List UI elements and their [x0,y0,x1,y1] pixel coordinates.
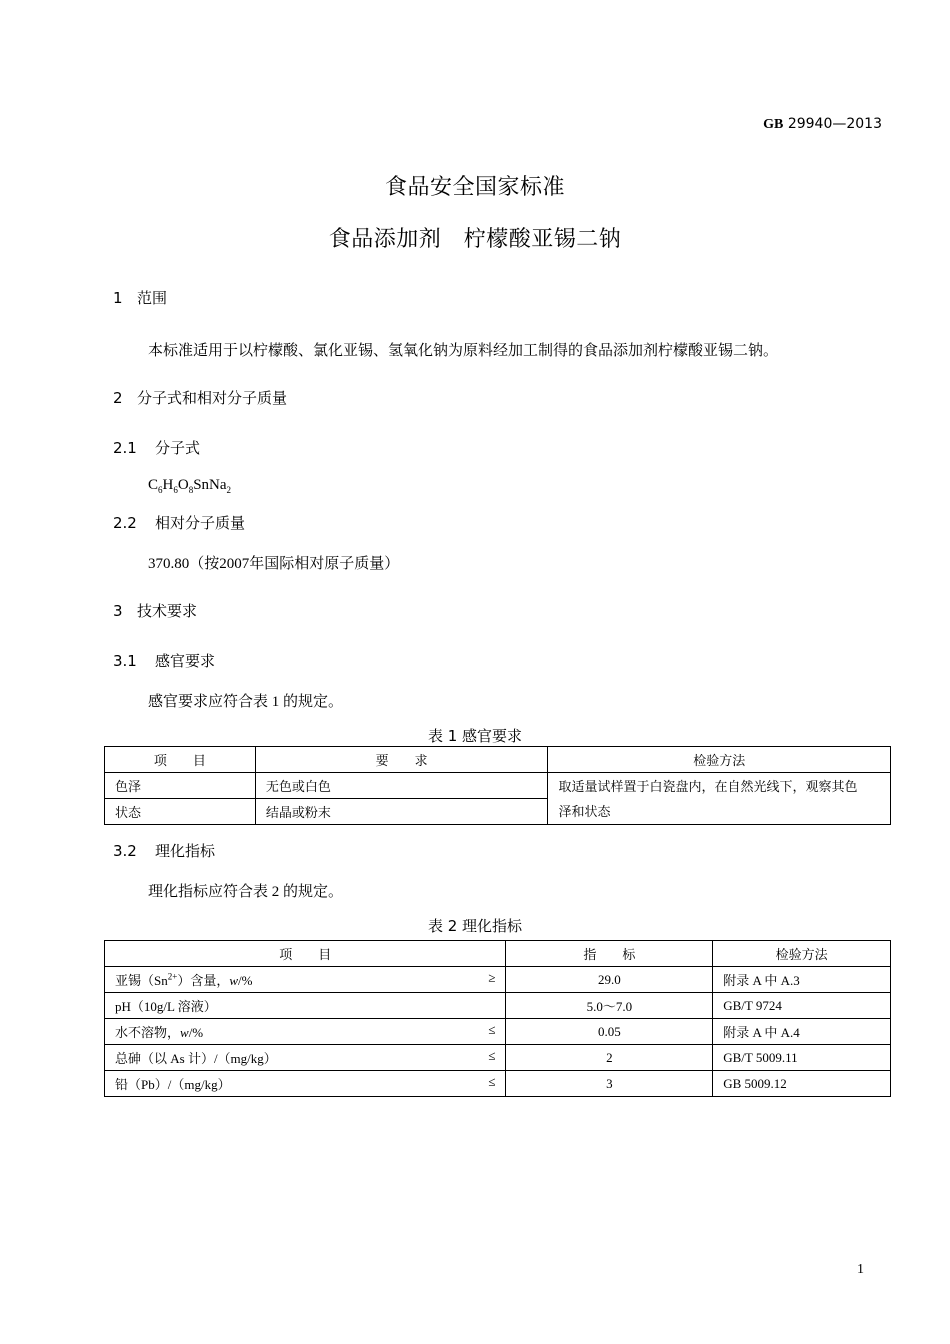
table-row [105,967,891,993]
table-cell: 无色或白色 [255,773,548,799]
table-cell: 色泽 [105,773,256,799]
table-cell: GB 5009.12 [713,1071,891,1097]
table-header-cell: 项 目 [105,941,506,967]
section-1-heading: 1 范围 [113,289,168,307]
section-3-1-heading: 3.1 感官要求 [113,652,216,670]
table-row [105,1071,891,1097]
table-cell: 水不溶物，w/% [115,1025,204,1040]
page-number: 1 [857,1262,864,1277]
table-cell: 附录 A 中 A.4 [713,1019,891,1045]
table-cell: 2 [506,1045,713,1071]
section-2-heading: 2 分子式和相对分子质量 [113,389,288,407]
table-1-caption: 表 1 感官要求 [427,727,523,745]
section-3-1-text: 感官要求应符合表 1 的规定。 [148,694,344,710]
section-3-2-text: 理化指标应符合表 2 的规定。 [148,884,344,900]
table-cell: 结晶或粉末 [255,799,548,825]
table-header-cell: 指 标 [506,941,713,967]
table-cell: GB/T 9724 [713,993,891,1019]
table-cell: GB/T 5009.11 [713,1045,891,1071]
table-cell: 5.0～7.0 [506,993,713,1019]
document-code: GB 29940—2013 [763,116,882,132]
table-cell: 亚锡$(Sn^{2+})$含量，w/% [115,971,253,988]
table-cell: pH（10g/L 溶液） [115,999,217,1014]
table-cell: 铅（Pb）/（mg/kg） [115,1077,231,1092]
relation-symbol: ≤ [488,1074,496,1089]
section-3-heading: 3 技术要求 [113,602,198,620]
table-cell: 3 [506,1071,713,1097]
standard-title: 食品安全国家标准 [384,175,565,200]
table-row [105,993,891,1019]
table-cell: 总砷（以 As 计）/（mg/kg） [115,1051,277,1066]
section-3-2-heading: 3.2 理化指标 [113,842,216,860]
relation-symbol: ≤ [488,1048,496,1063]
table-row [105,1019,891,1045]
section-2-2-heading: 2.2 相对分子质量 [113,514,246,532]
section-1-text: 本标准适用于以柠檬酸、氯化亚锡、氢氧化钠为原料经加工制得的食品添加剂柠檬酸亚锡二钠。 [148,343,779,359]
table-cell: 状态 [105,799,256,825]
section-2-1-heading: 2.1 分子式 [113,439,201,457]
table-cell: 0.05 [506,1019,713,1045]
table-header-row [105,747,891,773]
table-row [105,773,891,799]
table-header-cell: 检验方法 [548,747,891,773]
table-row [105,1045,891,1071]
table-2-caption: 表 2 理化指标 [427,917,523,935]
molecular-formula: $C_6H_6O_8SnNa_2$ [148,477,232,495]
molecular-mass-text: 370.80（按2007年国际相对原子质量） [148,556,400,572]
physicochemical-table [104,940,891,1097]
table-header-row [105,941,891,967]
table-cell: 附录 A 中 A.3 [713,967,891,993]
sensory-table [104,746,891,825]
table-header-cell: 项 目 [105,747,256,773]
table-header-cell: 要 求 [255,747,548,773]
product-title: 食品添加剂 柠檬酸亚锡二钠 [328,227,622,252]
relation-symbol: ≥ [488,970,496,985]
inspection-method-cell: 取适量试样置于白瓷盘内，在自然光线下，观察其色 泽和状态 [548,773,891,825]
relation-symbol: ≤ [488,1022,496,1037]
table-header-cell: 检验方法 [713,941,891,967]
table-cell: 29.0 [506,967,713,993]
